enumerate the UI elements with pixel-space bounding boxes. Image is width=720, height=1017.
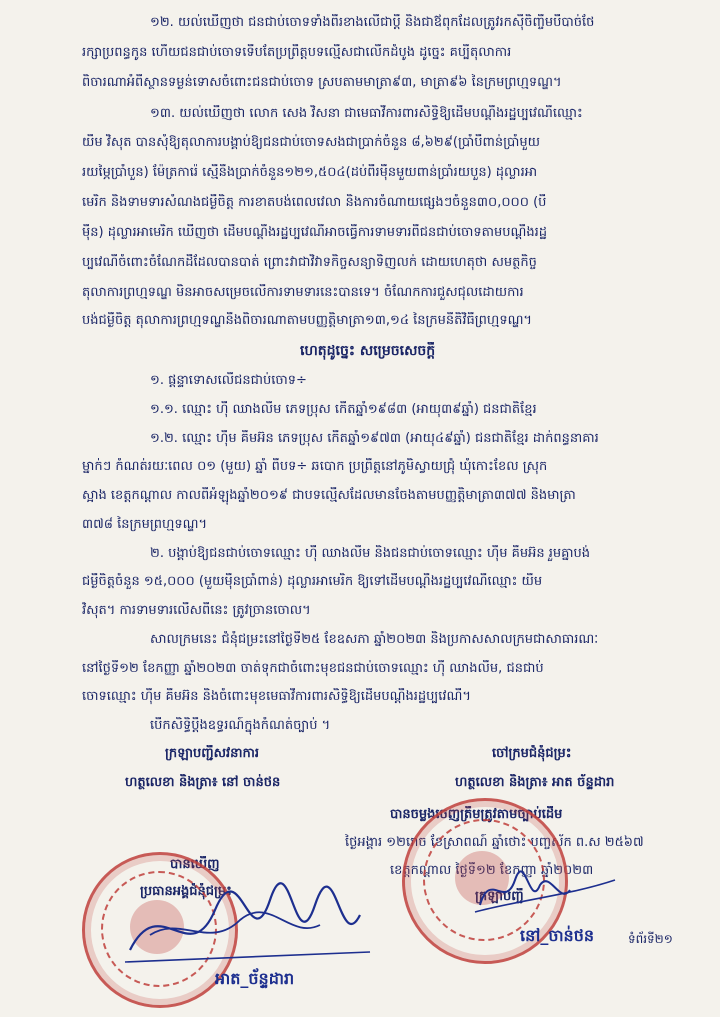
judge-signature-line: ហត្ថលេខា និងត្រា៖ អាត ច័ន្ទដារា (455, 775, 615, 790)
certification-title: បានចម្លងចេញត្រឹមត្រូវតាមច្បាប់ដើម (390, 807, 563, 822)
seen-title: ប្រធានអង្គជំនុំជម្រះ (140, 884, 232, 899)
verdict-line: បើកសិទ្ធិប្ដឹងឧទ្ធរណ៍ក្នុងកំណត់ច្បាប់ ។ (150, 718, 331, 733)
certification-date-lunar: ថ្ងៃអង្គារ ១២រោច ខែស្រាពណ៍ ឆ្នាំថោះ បញ្ចស័ក ព.ស ២៥៦៧ (345, 835, 644, 850)
body-line: ម៉ឺន) ដុល្លារអាមេរិក ឃើញថា ដើមបណ្ដឹងរដ្ឋប្បវេណីអាចធ្វើការទាមទារពីជនជាប់ចោទតាមបណ្ដឹងរដ្ឋ (82, 225, 548, 240)
verdict-line: សាលក្រមនេះ ជំនុំជម្រះនៅថ្ងៃទី២៥ ខែឧសភា ឆ្នាំ២០២៣ និងប្រកាសសាលក្រមជាសាធារណៈ (150, 632, 599, 647)
page-number: ទំព័រទី២១ (628, 932, 673, 946)
judge-title: ចៅក្រមជំនុំជម្រះ (492, 746, 572, 761)
verdict-line: ៣៧៨ នៃក្រមព្រហ្មទណ្ឌ។ (82, 517, 208, 532)
body-line: តុលាការព្រហ្មទណ្ឌ មិនអាចសម្រេចលើការទាមទារនេះបានទេ។ ចំណែកការជួសជុលដោយការ (82, 285, 524, 300)
verdict-line: ស្អាង ខេត្តកណ្ដាល កាលពីអំឡុងឆ្នាំ២០១៩ ជាបទល្មើសដែលមានចែងតាមបញ្ញត្តិមាត្រា៣៧៧ និងមាត្រា (82, 488, 576, 503)
verdict-line: នៅថ្ងៃទី១២ ខែកញ្ញា ឆ្នាំ២០២៣ ចាត់ទុកជាចំពោះមុខជនជាប់ចោទឈ្មោះ ហ៊ី ឈាងលីម, ជនជាប់ (82, 661, 544, 676)
clerk-signature (470, 860, 620, 920)
clerk-title: ក្រឡាបញ្ជីសវនាការ (165, 746, 260, 761)
body-line: ពិចារណាអំពីស្ថានទម្ងន់ទោសចំពោះជនជាប់ចោទ ស្របតាមមាត្រា៩៣, មាត្រា៩៦ នៃក្រមព្រហ្មទណ្ឌ។ (82, 75, 562, 90)
section-heading: ហេតុដូច្នេះ សម្រេចសេចក្ដី (300, 343, 436, 359)
verdict-line: ១. ផ្ដន្ទាទោសលើជនជាប់ចោទ÷ (150, 373, 307, 388)
clerk-name: នៅ_ចាន់ថន (520, 926, 595, 945)
body-line: ១៣. យល់ឃើញថា លោក សេង វិសនា ជាមេធាវីការពារសិទ្ធិឱ្យដើមបណ្ដឹងរដ្ឋប្បវេណីឈ្មោះ (150, 106, 583, 121)
body-line: ១២. យល់ឃើញថា ជនជាប់ចោទទាំងពីរខាងលើជាប្ដី និងជាឪពុកដែលត្រូវរកស៊ីចិញ្ចឹមបីបាច់ថែ (150, 15, 595, 30)
certification-clerk: ក្រឡាបញ្ជី (475, 889, 524, 904)
verdict-line: ម្នាក់ៗ កំណត់រយៈពេល ០១ (មួយ) ឆ្នាំ ពីបទ÷ ឆបោក ប្រព្រឹត្តនៅភូមិស្វាយជ្រុំ ឃុំកោះខែល ស្រុក (82, 459, 548, 474)
verdict-line: ១.១. ឈ្មោះ ហ៊ី ឈាងលីម ភេទប្រុស កើតឆ្នាំ១៩៨៣ (អាយុ៣៩ឆ្នាំ) ជនជាតិខ្មែរ (150, 402, 537, 417)
verdict-line: វិសុត។ ការទាមទារលើសពីនេះ ត្រូវច្រានចោល។ (82, 603, 311, 618)
body-line: បង់ជម្ងឺចិត្ត តុលាការព្រហ្មទណ្ឌនឹងពិចារណាតាមបញ្ញត្តិមាត្រា១៣,១៤ នៃក្រមនីតិវិធីព្រហ្មទណ្ឌ។ (82, 313, 533, 328)
body-line: មេរិក និងទាមទារសំណងជម្ងឺចិត្ត ការខាតបង់ពេលវេលា និងការចំណាយផ្សេងៗចំនួន៣០,០០០ (បី (82, 195, 547, 210)
verdict-line: ជម្ងឺចិត្តចំនួន ១៥,០០០ (មួយម៉ឺនប្រាំពាន់) ដុល្លារអាមេរិក ឱ្យទៅដើមបណ្ដឹងរដ្ឋប្បវេណីឈ្មោះ យឹម (82, 574, 543, 589)
body-line: រយម្ភៃប្រាំបួន) ម៉ែត្រការ៉េ ស្មើនឹងប្រាក់ចំនួន១២១,៥០៤(ដប់ពីរម៉ឺនមួយពាន់ប្រាំរយបួន) ដុល្លារអា (82, 165, 538, 180)
verdict-line: ១.២. ឈ្មោះ ហ៊ឹម គឹមអ៊ន ភេទប្រុស កើតឆ្នាំ១៩៧៣ (អាយុ៤៩ឆ្នាំ) ជនជាតិខ្មែរ ដាក់ពន្ធនាគារ (150, 431, 599, 446)
body-line: យឹម វិសុត បានសុំឱ្យតុលាការបង្គាប់ឱ្យជនជាប់ចោទសងជាប្រាក់ចំនួន ៨,៦២៩(ប្រាំបីពាន់ប្រាំមួយ (82, 135, 541, 150)
verdict-line: ចោទឈ្មោះ ហ៊ឹម គឹមអ៊ន និងចំពោះមុខមេធាវីការពារសិទ្ធិឱ្យដើមបណ្ដឹងរដ្ឋប្បវេណី។ (82, 689, 471, 704)
clerk-signature-line: ហត្ថលេខា និងត្រា៖ នៅ ចាន់ថន (125, 775, 281, 790)
judge-signature (120, 880, 380, 970)
body-line: ប្បវេណីចំពោះចំណែកដីដែលបានបាត់ ព្រោះវាជាវិវាទកិច្ចសន្យាទិញលក់ ដោយហេតុថា សមត្ថកិច្ច (82, 255, 537, 270)
certification-date: ខេត្តកណ្ដាល ថ្ងៃទី១២ ខែកញ្ញា ឆ្នាំ២០២៣ (390, 863, 594, 878)
judge-name: អាត_ច័ន្ទដារា (215, 969, 295, 988)
body-line: រក្សាប្រពន្ធកូន ហើយជនជាប់ចោទទើបតែប្រព្រឹត្តបទល្មើសជាលើកដំបូង ដូច្នេះ គប្បីតុលាការ (82, 45, 512, 60)
seen-label: បានឃើញ (170, 857, 220, 872)
verdict-line: ២. បង្គាប់ឱ្យជនជាប់ចោទឈ្មោះ ហ៊ី ឈាងលីម និងជនជាប់ចោទឈ្មោះ ហ៊ឹម គឹមអ៊ន រួមគ្នាបង់ (150, 546, 591, 561)
